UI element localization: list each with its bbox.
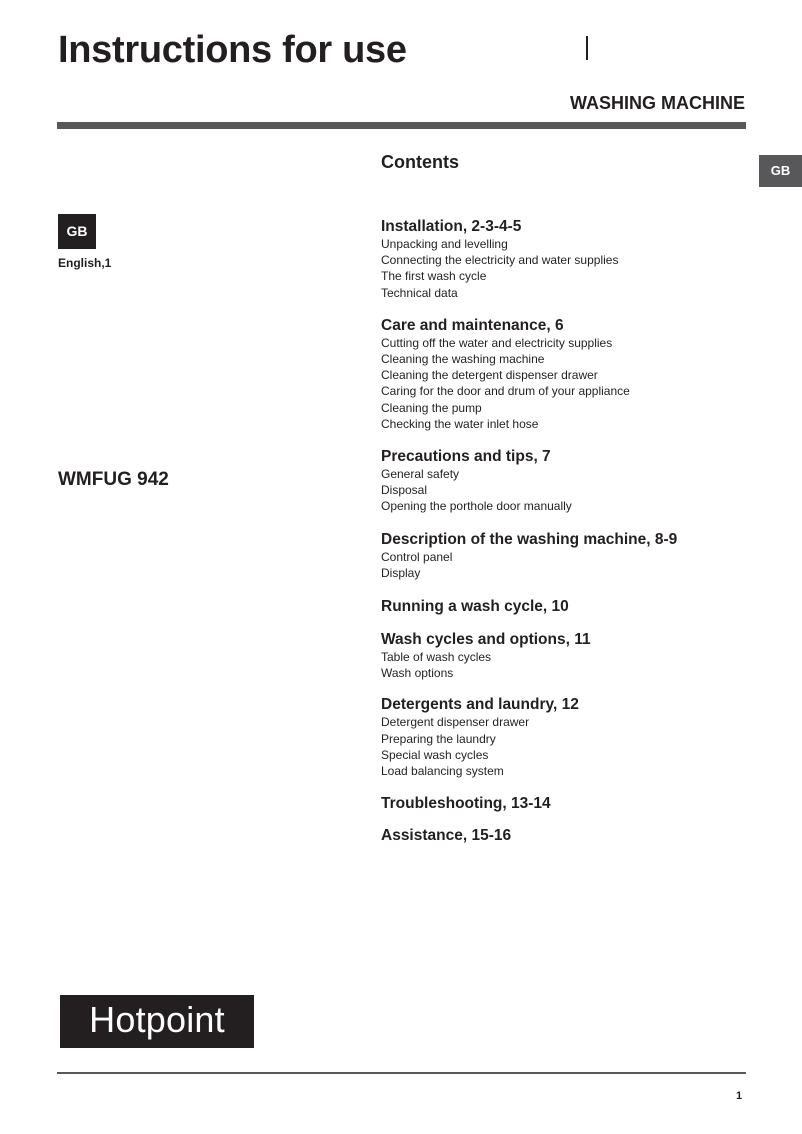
toc-section-title: Assistance, 15-16 [381, 827, 512, 845]
toc-section-title: Running a wash cycle, 10 [381, 598, 569, 616]
toc-item: Cleaning the washing machine [381, 352, 545, 367]
toc-item: Unpacking and levelling [381, 237, 508, 251]
toc-item: Load balancing system [381, 764, 504, 779]
hotpoint-logo: Hotpoint [60, 995, 254, 1048]
model-number: WMFUG 942 [58, 469, 169, 490]
toc-item: Cutting off the water and electricity supplies [381, 335, 613, 350]
toc-section-title: Precautions and tips, 7 [381, 448, 551, 466]
footer-rule [57, 1072, 746, 1074]
toc-item: Technical data [381, 285, 458, 300]
toc-item: The first wash cycle [381, 269, 487, 284]
toc-item: Disposal [381, 483, 428, 498]
header-rule [57, 122, 746, 129]
toc-item: Cleaning the detergent dispenser drawer [381, 368, 598, 383]
toc-section-title: Wash cycles and options, 11 [381, 631, 591, 649]
toc-section-title: Detergents and laundry, 12 [381, 696, 579, 714]
contents-heading: Contents [381, 152, 459, 172]
language-edge-tab: GB [759, 155, 802, 187]
header-bar-mark [586, 36, 588, 60]
toc-item: Opening the porthole door manually [381, 499, 572, 514]
toc-section-title: Installation, 2-3-4-5 [381, 218, 522, 235]
toc-item: Control panel [381, 549, 453, 564]
table-of-contents [381, 203, 761, 845]
toc-section-title: Care and maintenance, 6 [381, 316, 564, 334]
document-subtitle: WASHING MACHINE [570, 93, 745, 113]
toc-section [381, 530, 761, 581]
toc-item: Caring for the door and drum of your appliance [381, 384, 630, 399]
toc-item: Detergent dispenser drawer [381, 715, 530, 730]
toc-item: Connecting the electricity and water supplies [381, 253, 619, 268]
toc-section [381, 597, 761, 616]
toc-section [381, 794, 761, 813]
toc-section [381, 695, 761, 779]
toc-item: Preparing the laundry [381, 731, 496, 746]
toc-item: Checking the water inlet hose [381, 416, 539, 431]
toc-item: General safety [381, 467, 460, 482]
language-label: English,1 [58, 256, 112, 270]
toc-section-title: Description of the washing machine, 8-9 [381, 530, 678, 548]
language-badge: GB [58, 214, 96, 249]
toc-item: Table of wash cycles [381, 650, 492, 665]
toc-section-title: Troubleshooting, 13-14 [381, 795, 551, 813]
toc-section [381, 217, 761, 301]
toc-item: Wash options [381, 666, 454, 681]
toc-item: Cleaning the pump [381, 400, 482, 415]
toc-item: Display [381, 565, 421, 580]
toc-section [381, 826, 761, 845]
toc-section [381, 316, 761, 432]
page-number: 1 [736, 1090, 743, 1102]
toc-section [381, 630, 761, 681]
toc-item: Special wash cycles [381, 747, 489, 762]
page-title: Instructions for use [58, 29, 407, 71]
toc-section [381, 447, 761, 515]
